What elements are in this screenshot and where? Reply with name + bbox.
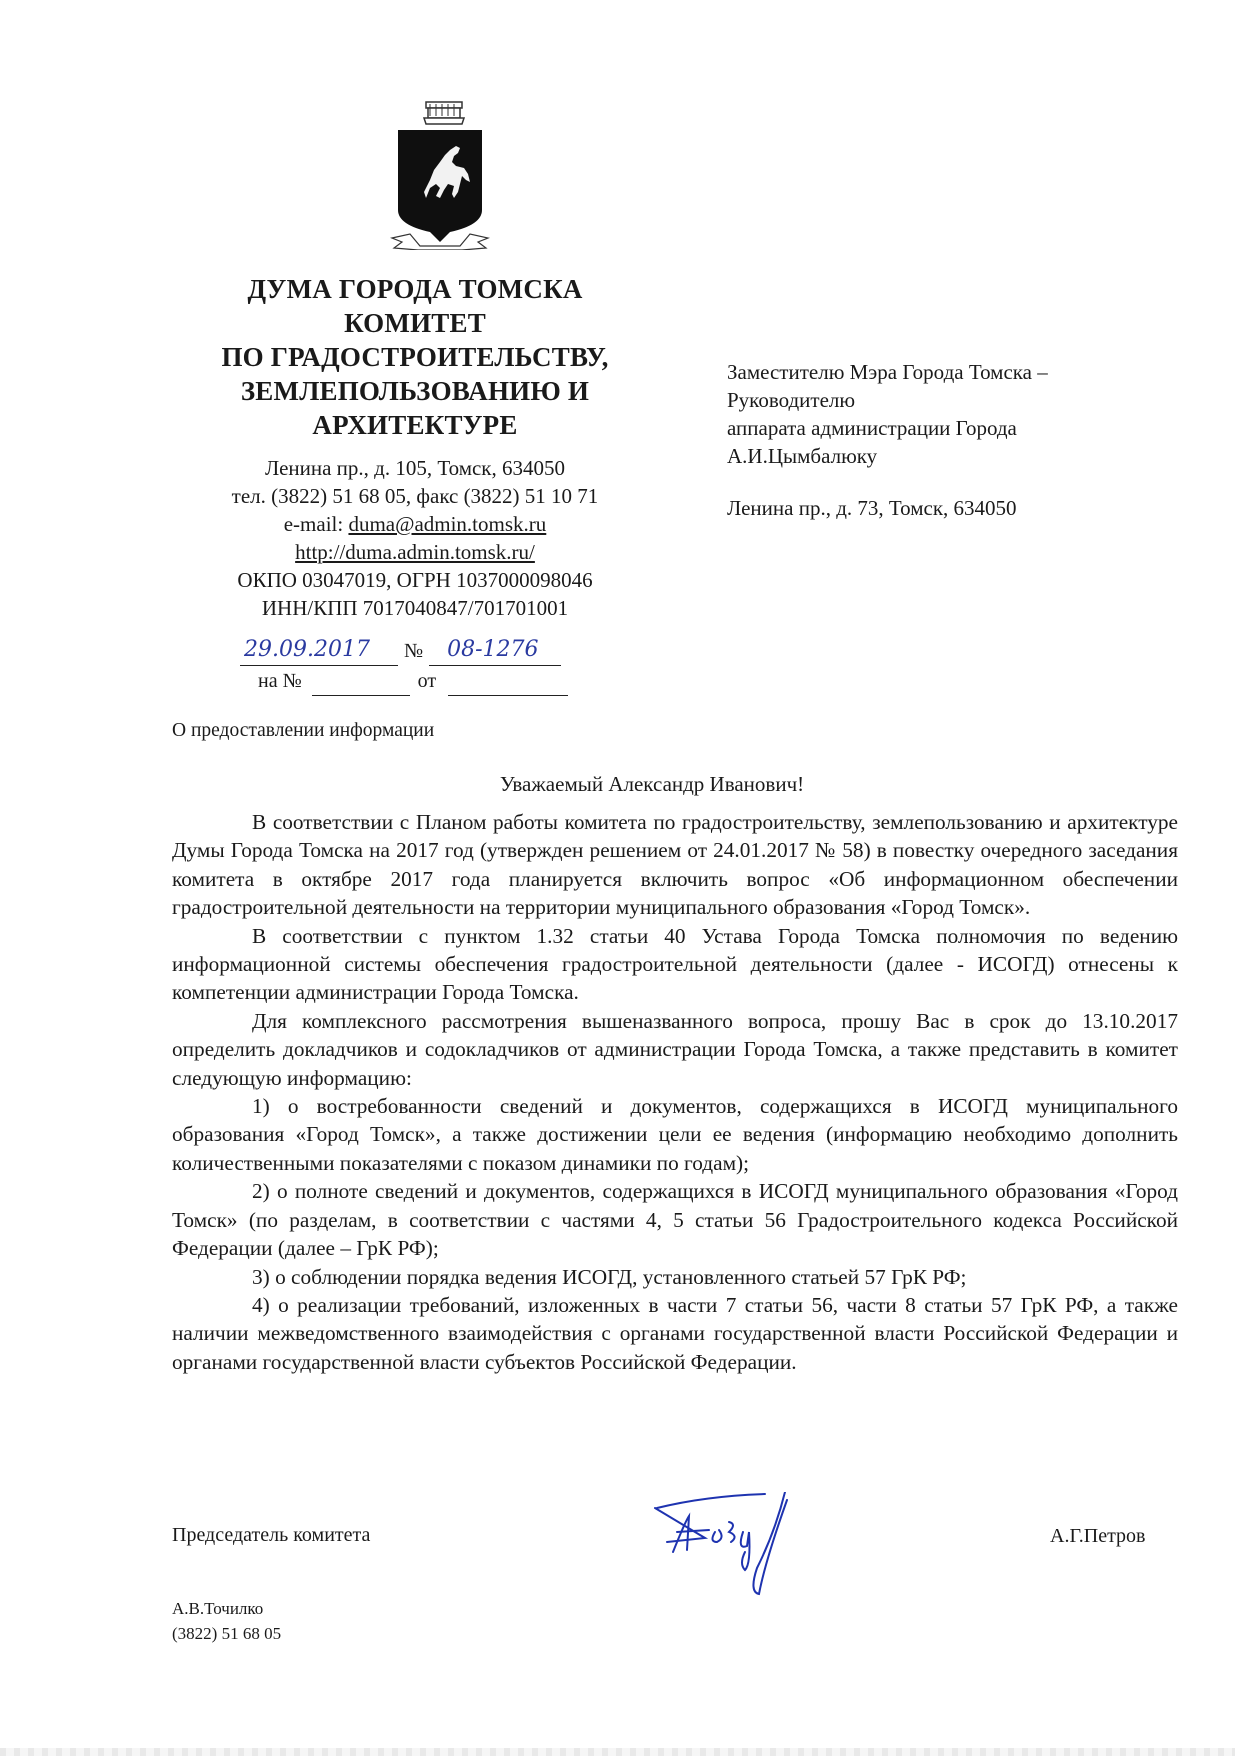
executor-block: [172, 1596, 281, 1646]
addressee-address: Ленина пр., д. 73, Томск, 634050: [727, 496, 1017, 520]
addressee-line: А.И.Цымбалюку: [727, 444, 878, 468]
reply-to-label: на №: [258, 670, 302, 692]
body-paragraph: В соответствии с Планом работы комитета по градостроительству, землепользованию и архитектуре Думы Города Томска на 2017 год (утвержден решением от 24.01.2017 № 58) в повестку очередного заседания комитета в октябре 2017 года планируется включить вопрос «Об информационном обеспечении градостроительной деятельности на территории муниципального образования «Город Томск».: [172, 810, 1178, 920]
email-link[interactable]: duma@admin.tomsk.ru: [348, 512, 547, 536]
list-item: 4) о реализации требований, изложенных в части 7 статьи 56, части 8 статьи 57 ГрК РФ, а также наличии межведомственного взаимодействия с органами государственной власти Российской Федерации и органами государственной власти субъектов Российской Федерации.: [172, 1292, 1178, 1374]
addressee-block: [727, 358, 1167, 522]
signatory-name: А.Г.Петров: [1050, 1525, 1146, 1547]
reply-number-field: [312, 671, 410, 696]
coat-of-arms-emblem: [390, 100, 490, 250]
list-item: 3) о соблюдении порядка ведения ИСОГД, установленного статьей 57 ГрК РФ;: [252, 1264, 967, 1289]
handwritten-date: 29.09.2017: [244, 637, 370, 662]
org-phone: тел. (3822) 51 68 05, факс (3822) 51 10 71: [231, 484, 599, 508]
org-contacts: [200, 454, 630, 622]
org-okpo: ОКПО 03047019, ОГРН 1037000098046: [237, 568, 593, 592]
body-paragraph: Для комплексного рассмотрения вышеназванного вопроса, прошу Вас в срок до 13.10.2017 определить докладчиков и содокладчиков от администрации Города Томска, а также представить в комитет следующую информацию:: [172, 1008, 1178, 1090]
addressee-line: аппарата администрации Города: [727, 416, 1017, 440]
reply-date-field: [448, 671, 568, 696]
org-address: Ленина пр., д. 105, Томск, 634050: [264, 456, 566, 480]
reference-block: [240, 636, 640, 696]
handwritten-signature-icon: [625, 1492, 825, 1612]
executor-name: А.В.Точилко: [172, 1599, 264, 1618]
website-link[interactable]: http://duma.admin.tomsk.ru/: [295, 540, 535, 564]
org-line: ЗЕМЛЕПОЛЬЗОВАНИЮ И: [240, 376, 590, 406]
list-item: 1) о востребованности сведений и документов, содержащихся в ИСОГД муниципального образования «Город Томск», а также достижении цели ее ведения (информацию необходимо дополнить количественными показателями с показом динамики по годам);: [172, 1094, 1178, 1175]
email-label: e-mail:: [283, 512, 349, 536]
org-line: КОМИТЕТ: [344, 308, 486, 338]
letter-subject: О предоставлении информации: [172, 720, 435, 741]
number-label: №: [404, 640, 424, 662]
org-inn: ИНН/КПП 7017040847/701701001: [261, 596, 569, 620]
sender-header: [200, 272, 630, 622]
greeting: Уважаемый Александр Иванович!: [499, 772, 805, 796]
org-line: ДУМА ГОРОДА ТОМСКА: [247, 274, 583, 304]
org-name: [200, 272, 630, 442]
executor-phone: (3822) 51 68 05: [172, 1624, 282, 1643]
letter-body: [172, 808, 1178, 1376]
outgoing-number-line: [240, 636, 640, 666]
handwritten-number: 08-1276: [447, 637, 539, 662]
tomsk-coat-of-arms-icon: [390, 100, 490, 250]
org-line: АРХИТЕКТУРЕ: [312, 410, 518, 440]
body-paragraph: В соответствии с пунктом 1.32 статьи 40 Устава Города Томска полномочия по ведению информационной системы обеспечения градостроительной деятельности (далее - ИСОГД) отнесены к компетенции администрации Города Томска.: [172, 923, 1178, 1005]
number-field: [429, 637, 561, 666]
org-line: ПО ГРАДОСТРОИТЕЛЬСТВУ,: [221, 342, 609, 372]
scan-edge-divider: [0, 1748, 1235, 1756]
from-label: от: [417, 670, 437, 692]
addressee-line: Заместителю Мэра Города Томска –: [727, 360, 1048, 384]
signatory-role: Председатель комитета: [172, 1524, 371, 1546]
reply-to-line: [258, 666, 640, 696]
org-email-line: [200, 510, 630, 538]
date-field: [240, 637, 398, 666]
addressee-line: Руководителю: [727, 388, 856, 412]
list-item: 2) о полноте сведений и документов, содержащихся в ИСОГД муниципального образования «Город Томск» (по разделам, в соответствии с частями 4, 5 статьи 56 Градостроительного кодекса Российской Федерации (далее – ГрК РФ);: [172, 1179, 1178, 1261]
